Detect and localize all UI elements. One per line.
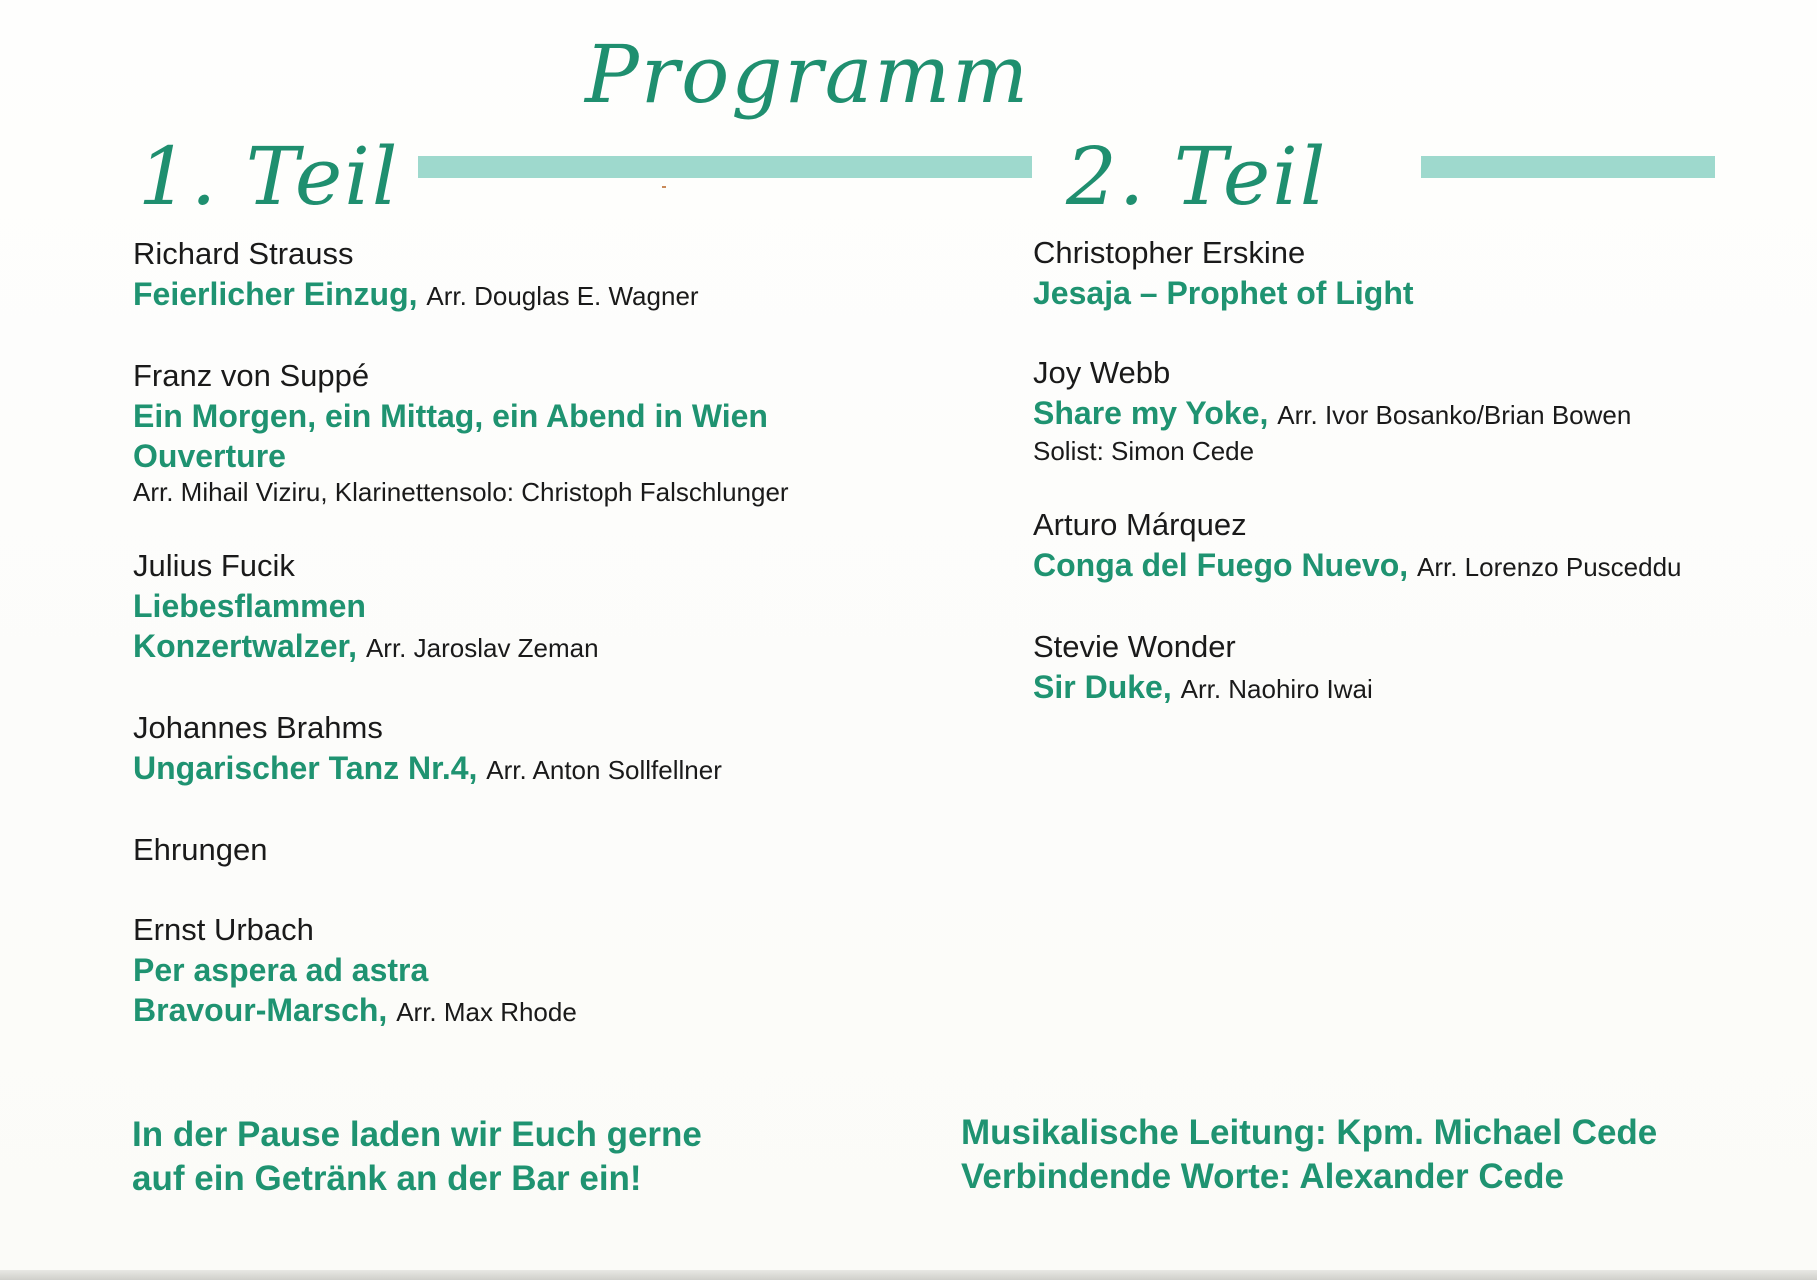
- spacer: [133, 508, 993, 546]
- spacer: [133, 316, 993, 356]
- part2-heading: 2. Teil: [1066, 130, 1328, 223]
- host-credit: Verbindende Worte: Alexander Cede: [961, 1157, 1564, 1196]
- work-title: Feierlicher Einzug,: [133, 276, 418, 312]
- soloist-note: Solist: Simon Cede: [1033, 436, 1255, 466]
- spacer: [1033, 313, 1793, 353]
- program-entry: [1033, 353, 1793, 467]
- program-entry: [1033, 233, 1793, 313]
- program-entry: [1033, 505, 1793, 587]
- part2-divider-bar: [1421, 156, 1715, 178]
- arranger: Arr. Ivor Bosanko/Brian Bowen: [1277, 400, 1632, 430]
- composer-name: Richard Strauss: [133, 236, 354, 271]
- arranger: Arr. Lorenzo Pusceddu: [1417, 552, 1682, 582]
- spacer: [133, 790, 993, 830]
- program-entry: [133, 356, 993, 508]
- intermission-note: [132, 1113, 702, 1201]
- program-entry: [133, 234, 993, 316]
- work-title-line: [133, 274, 993, 316]
- work-subtitle: Konzertwalzer,: [133, 628, 358, 664]
- work-title: Conga del Fuego Nuevo,: [1033, 547, 1409, 583]
- part2-program-list: [1033, 233, 1793, 709]
- spacer: [1033, 587, 1793, 627]
- work-title: Ungarischer Tanz Nr.4,: [133, 750, 478, 786]
- composer-name: Johannes Brahms: [133, 710, 383, 745]
- conductor-credit: Musikalische Leitung: Kpm. Michael Cede: [961, 1113, 1658, 1152]
- composer-name: Ernst Urbach: [133, 912, 314, 947]
- composer-name: Joy Webb: [1033, 355, 1171, 390]
- work-title-line: [133, 748, 993, 790]
- work-title: Jesaja – Prophet of Light: [1033, 275, 1414, 311]
- program-entry: [133, 708, 993, 790]
- work-title: Ein Morgen, ein Mittag, ein Abend in Wien: [133, 398, 768, 434]
- credits-note: [961, 1111, 1657, 1199]
- part1-heading: 1. Teil: [138, 130, 400, 223]
- arranger-soloist-note: Arr. Mihail Viziru, Klarinettensolo: Christoph Falschlunger: [133, 477, 789, 507]
- composer-name: Franz von Suppé: [133, 358, 370, 393]
- work-title-line: [1033, 393, 1793, 435]
- work-title: Sir Duke,: [1033, 669, 1172, 705]
- spacer: [133, 870, 993, 910]
- work-title: Liebesflammen: [133, 588, 366, 624]
- composer-name: Stevie Wonder: [1033, 629, 1236, 664]
- scan-edge: [0, 1270, 1817, 1280]
- ceremony-label: Ehrungen: [133, 832, 268, 867]
- arranger: Arr. Naohiro Iwai: [1180, 674, 1373, 704]
- part1-program-list: [133, 234, 993, 1032]
- work-title-line: [133, 990, 993, 1032]
- work-title-line: [133, 626, 993, 668]
- arranger: Arr. Max Rhode: [396, 997, 577, 1027]
- composer-name: Julius Fucik: [133, 548, 295, 583]
- arranger: Arr. Jaroslav Zeman: [365, 633, 599, 663]
- spacer: [1033, 467, 1793, 505]
- composer-name: Arturo Márquez: [1033, 507, 1247, 542]
- work-subtitle: Ouverture: [133, 438, 286, 474]
- arranger: Arr. Douglas E. Wagner: [426, 281, 699, 311]
- scan-speck: [662, 186, 666, 188]
- part1-divider-bar: [418, 156, 1032, 178]
- program-entry: [133, 546, 993, 668]
- program-entry: [1033, 627, 1793, 709]
- arranger: Arr. Anton Sollfellner: [486, 755, 722, 785]
- program-entry: [133, 910, 993, 1032]
- program-title: Programm: [585, 28, 1031, 121]
- intermission-line: auf ein Getränk an der Bar ein!: [132, 1159, 642, 1198]
- work-title-line: [1033, 545, 1793, 587]
- work-title-line: [1033, 667, 1793, 709]
- intermission-line: In der Pause laden wir Euch gerne: [132, 1115, 702, 1154]
- spacer: [133, 668, 993, 708]
- composer-name: Christopher Erskine: [1033, 235, 1306, 270]
- work-title: Per aspera ad astra: [133, 952, 429, 988]
- program-entry: [133, 830, 993, 870]
- work-subtitle: Bravour-Marsch,: [133, 992, 388, 1028]
- work-title: Share my Yoke,: [1033, 395, 1269, 431]
